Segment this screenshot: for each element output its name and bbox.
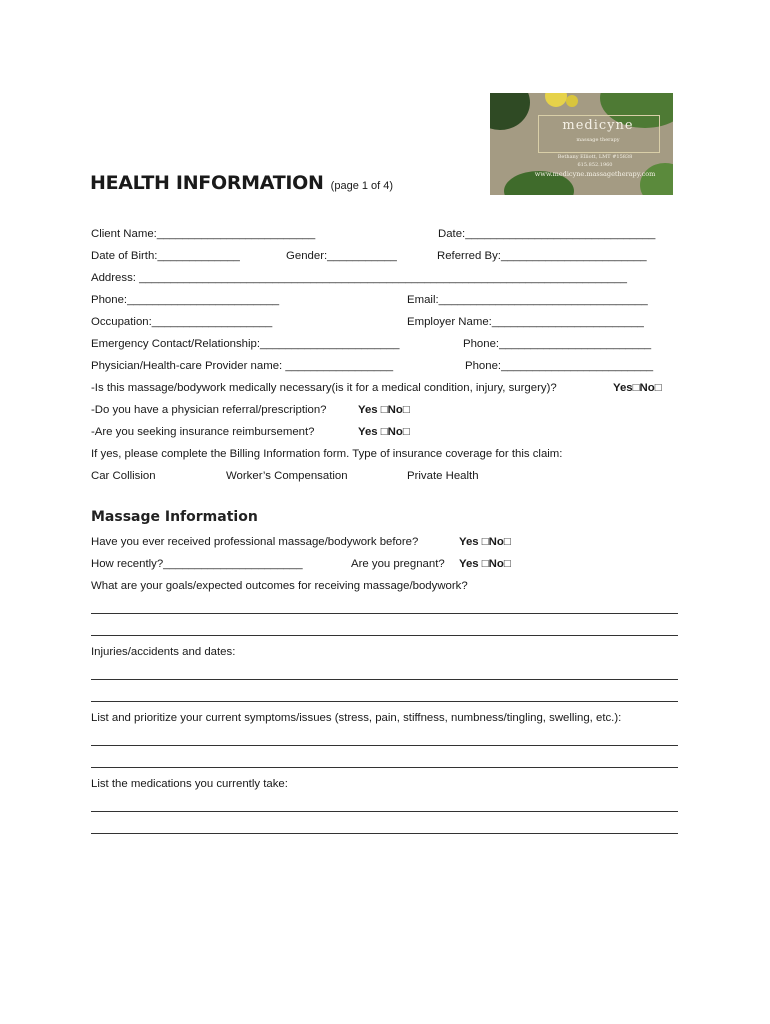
goals-question: What are your goals/expected outcomes for receiving massage/bodywork? bbox=[91, 580, 468, 592]
date-field[interactable]: Date:______________________________ bbox=[438, 228, 656, 240]
goals-answer-line[interactable] bbox=[91, 613, 678, 614]
coverage-workers-comp[interactable]: Worker’s Compensation bbox=[226, 470, 348, 482]
row-coverage bbox=[91, 466, 681, 486]
insurance-checkboxes[interactable]: Yes □No□ bbox=[358, 426, 410, 438]
medically-necessary-checkboxes[interactable]: Yes□No□ bbox=[613, 382, 662, 394]
flower-graphic bbox=[566, 95, 578, 107]
physician-phone-field[interactable]: Phone:________________________ bbox=[465, 360, 654, 372]
address-field[interactable]: Address: _____________________________________________________________________________ bbox=[91, 272, 627, 284]
row-address bbox=[91, 268, 681, 288]
row-medications bbox=[91, 774, 681, 794]
logo-phone: 615.852.1960 bbox=[577, 162, 613, 168]
medications-answer-line[interactable] bbox=[91, 833, 678, 834]
how-recently-field[interactable]: How recently?______________________ bbox=[91, 558, 303, 570]
email-field[interactable]: Email:_________________________________ bbox=[407, 294, 648, 306]
row-referral bbox=[91, 400, 681, 420]
physician-field[interactable]: Physician/Health-care Provider name: _________________ bbox=[91, 360, 394, 372]
symptoms-question: List and prioritize your current symptoms/issues (stress, pain, stiffness, numbness/tingling, swelling, etc.): bbox=[91, 712, 622, 724]
received-before-question: Have you ever received professional massage/bodywork before? bbox=[91, 536, 419, 548]
row-injuries bbox=[91, 642, 681, 662]
insurance-question: -Are you seeking insurance reimbursement? bbox=[91, 426, 315, 438]
referred-by-field[interactable]: Referred By:_______________________ bbox=[437, 250, 647, 262]
logo-tagline: massage therapy bbox=[576, 137, 620, 143]
billing-note: If yes, please complete the Billing Information form. Type of insurance coverage for this claim: bbox=[91, 448, 563, 460]
logo-brand: medicyne bbox=[562, 118, 634, 133]
row-physician bbox=[91, 356, 681, 376]
symptoms-answer-line[interactable] bbox=[91, 745, 678, 746]
phone-field[interactable]: Phone:________________________ bbox=[91, 294, 280, 306]
row-received-before bbox=[91, 532, 681, 552]
employer-field[interactable]: Employer Name:________________________ bbox=[407, 316, 644, 328]
row-phone bbox=[91, 290, 681, 310]
logo-website: www.medicyne.massagetherapy.com bbox=[534, 170, 656, 178]
gender-field[interactable]: Gender:___________ bbox=[286, 250, 397, 262]
pregnant-question: Are you pregnant? bbox=[351, 558, 445, 570]
pregnant-checkboxes[interactable]: Yes □No□ bbox=[459, 558, 511, 570]
row-insurance bbox=[91, 422, 681, 442]
row-billing-note bbox=[91, 444, 681, 464]
logo-therapist: Bethany Elliott, LMT #15838 bbox=[557, 154, 633, 160]
row-emergency bbox=[91, 334, 681, 354]
row-occupation bbox=[91, 312, 681, 332]
page-note: (page 1 of 4) bbox=[330, 180, 394, 192]
goals-answer-line[interactable] bbox=[91, 635, 678, 636]
leaf-graphic bbox=[490, 93, 530, 130]
coverage-car-collision[interactable]: Car Collision bbox=[91, 470, 156, 482]
row-symptoms bbox=[91, 708, 681, 728]
injuries-question: Injuries/accidents and dates: bbox=[91, 646, 236, 658]
medicyne-business-card bbox=[490, 93, 673, 195]
row-recently bbox=[91, 554, 681, 574]
title-text: HEALTH INFORMATION bbox=[90, 172, 324, 194]
client-name-field[interactable]: Client Name:_________________________ bbox=[91, 228, 316, 240]
medically-necessary-question: -Is this massage/bodywork medically necessary(is it for a medical condition, injury, surgery)? bbox=[91, 382, 557, 394]
row-client-name bbox=[91, 224, 681, 244]
occupation-field[interactable]: Occupation:___________________ bbox=[91, 316, 273, 328]
referral-checkboxes[interactable]: Yes □No□ bbox=[358, 404, 410, 416]
symptoms-answer-line[interactable] bbox=[91, 767, 678, 768]
coverage-private-health[interactable]: Private Health bbox=[407, 470, 479, 482]
emergency-phone-field[interactable]: Phone:________________________ bbox=[463, 338, 652, 350]
medications-answer-line[interactable] bbox=[91, 811, 678, 812]
dob-field[interactable]: Date of Birth:_____________ bbox=[91, 250, 240, 262]
injuries-answer-line[interactable] bbox=[91, 701, 678, 702]
page-title bbox=[90, 172, 393, 202]
injuries-answer-line[interactable] bbox=[91, 679, 678, 680]
row-goals bbox=[91, 576, 681, 596]
medications-question: List the medications you currently take: bbox=[91, 778, 288, 790]
referral-question: -Do you have a physician referral/prescription? bbox=[91, 404, 327, 416]
row-dob bbox=[91, 246, 681, 266]
massage-info-heading: Massage Information bbox=[91, 509, 258, 525]
emergency-contact-field[interactable]: Emergency Contact/Relationship:______________________ bbox=[91, 338, 400, 350]
received-before-checkboxes[interactable]: Yes □No□ bbox=[459, 536, 511, 548]
row-medically-necessary bbox=[91, 378, 681, 398]
flower-graphic bbox=[545, 93, 567, 107]
